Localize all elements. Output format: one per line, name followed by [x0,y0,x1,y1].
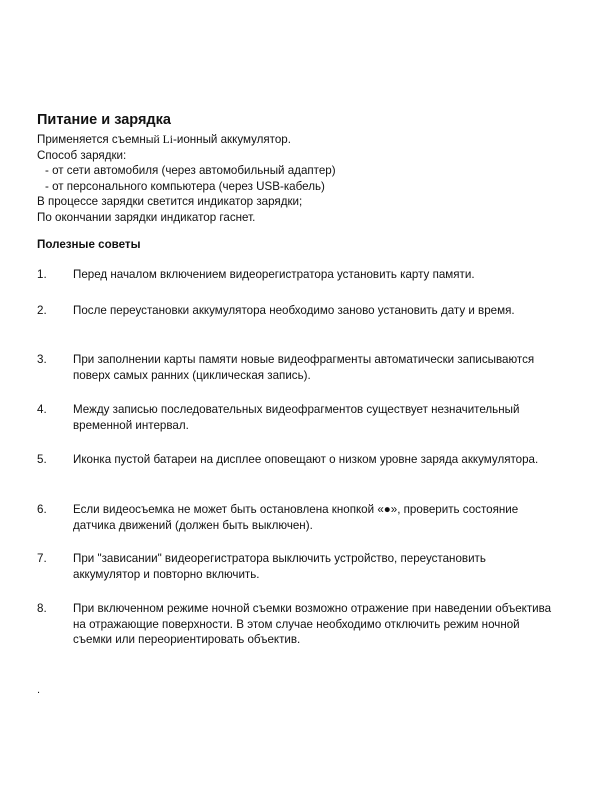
battery-type-text-c: Li [162,133,173,146]
tip-text: После переустановки аккумулятора необходимо заново установить дату и время. [73,304,515,317]
charging-method-label: Способ зарядки: [37,148,127,162]
tip-item-2 [37,303,557,319]
section-title: Питание и зарядка [37,112,171,128]
tip-text: Перед началом включением видеорегистратора установить карту памяти. [73,268,475,281]
tip-item-4 [37,402,557,433]
tip-item-6 [37,502,557,533]
tips-heading: Полезные советы [37,238,141,251]
tip-text: При заполнении карты памяти новые видеофрагменты автоматически записываются поверх самых ранних (циклическая запись). [73,353,535,382]
tip-text: При "зависании" видеорегистратора выключить устройство, переустановить аккумулятор и повторно включить. [73,552,486,581]
battery-type-text-b: ый [145,133,163,146]
tip-item-1 [37,267,557,283]
charging-indicator-off: По окончании зарядки индикатор гаснет. [37,210,256,224]
tip-item-8 [37,601,557,648]
tip-number: 5. [37,453,47,466]
tip-number: 1. [37,268,47,281]
tip-text: Если видеосъемка не может быть остановлена кнопкой «●», проверить состояние датчика движений (должен быть выключен). [73,503,519,532]
tip-number: 6. [37,503,47,516]
tip-item-5 [37,452,557,468]
tip-item-7 [37,551,557,582]
charging-method-pc: - от персонального компьютера (через USB-кабель) [45,179,325,193]
tip-number: 7. [37,552,47,565]
battery-type-text-a: Применяется съемн [37,133,146,146]
tip-number: 4. [37,403,47,416]
tip-number: 3. [37,353,47,366]
tip-item-3 [37,352,557,383]
tip-text: Иконка пустой батареи на дисплее оповещают о низком уровне заряда аккумулятора. [73,453,539,466]
tip-text: Между записью последовательных видеофрагментов существует незначительный временной интервал. [73,403,520,432]
charging-method-car: - от сети автомобиля (через автомобильный адаптер) [45,164,336,177]
tip-text: При включенном режиме ночной съемки возможно отражение при наведении объектива на отражающие поверхности. В этом случае необходимо отключить режим ночной съемки или переориентировать объектив. [73,602,552,646]
charging-info [37,132,336,225]
battery-type-line [37,132,336,148]
footer-dot: . [37,684,41,696]
tip-number: 2. [37,304,47,317]
tip-number: 8. [37,602,47,615]
battery-type-text-d: -ионный аккумулятор. [172,133,291,146]
charging-indicator-on: В процессе зарядки светится индикатор зарядки; [37,195,303,208]
